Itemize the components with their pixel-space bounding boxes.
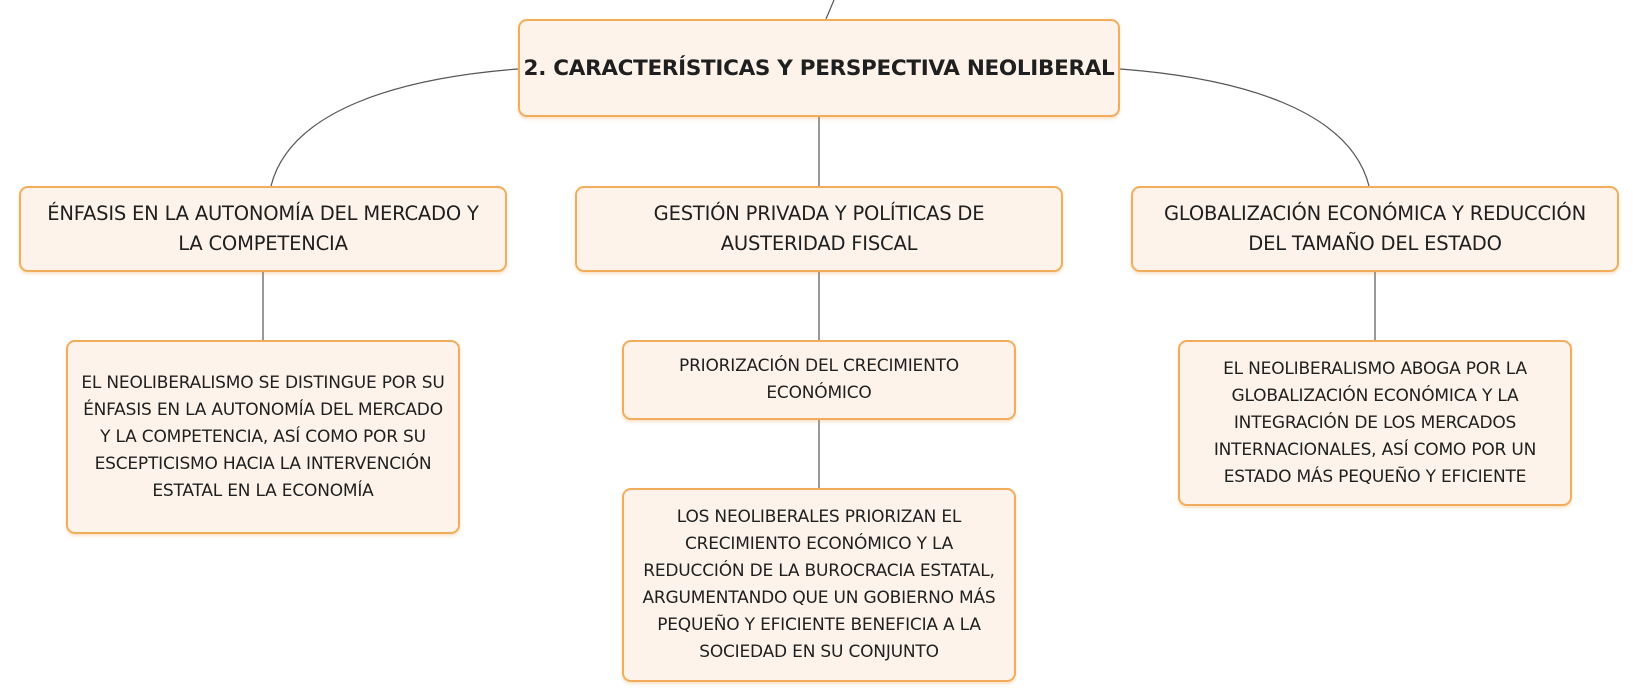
subtopic-growth-detail[interactable] [622, 488, 1016, 682]
topic-label: GESTIÓN PRIVADA Y POLÍTICAS DE AUSTERIDAD FISCAL [653, 202, 985, 255]
subtopic-label: EL NEOLIBERALISMO SE DISTINGUE POR SU ÉNFASIS EN LA AUTONOMÍA DEL MERCADO Y LA COMPETENCIA, ASÍ COMO POR SU ESCEPTICISMO HACIA LA INTERVENCIÓN ESTATAL EN LA ECONOMÍA [81, 372, 445, 501]
connector-root-to-left [271, 69, 518, 186]
topic-private-management[interactable] [575, 186, 1063, 272]
connector-root-to-right [1120, 69, 1369, 186]
subtopic-label: EL NEOLIBERALISMO ABOGA POR LA GLOBALIZACIÓN ECONÓMICA Y LA INTEGRACIÓN DE LOS MERCADOS INTERNACIONALES, ASÍ COMO POR UN ESTADO MÁS PEQUEÑO Y EFICIENTE [1213, 358, 1537, 487]
subtopic-growth-prioritization[interactable] [622, 340, 1016, 420]
connector-parent-stub [826, 0, 834, 19]
root-topic[interactable] [518, 19, 1120, 117]
topic-economic-globalization[interactable] [1131, 186, 1619, 272]
subtopic-label: PRIORIZACIÓN DEL CRECIMIENTO ECONÓMICO [679, 356, 959, 403]
subtopic-market-autonomy-detail[interactable] [66, 340, 460, 534]
topic-label: ÉNFASIS EN LA AUTONOMÍA DEL MERCADO Y LA COMPETENCIA [47, 202, 479, 255]
subtopic-globalization-detail[interactable] [1178, 340, 1572, 506]
root-topic-label: 2. CARACTERÍSTICAS Y PERSPECTIVA NEOLIBERAL [523, 55, 1115, 81]
topic-market-autonomy[interactable] [19, 186, 507, 272]
subtopic-label: LOS NEOLIBERALES PRIORIZAN EL CRECIMIENTO ECONÓMICO Y LA REDUCCIÓN DE LA BUROCRACIA ESTATAL, ARGUMENTANDO QUE UN GOBIERNO MÁS PEQUEÑO Y EFICIENTE BENEFICIA A LA SOCIEDAD EN SU CONJUNTO [642, 507, 996, 662]
topic-label: GLOBALIZACIÓN ECONÓMICA Y REDUCCIÓN DEL TAMAÑO DEL ESTADO [1164, 202, 1586, 255]
